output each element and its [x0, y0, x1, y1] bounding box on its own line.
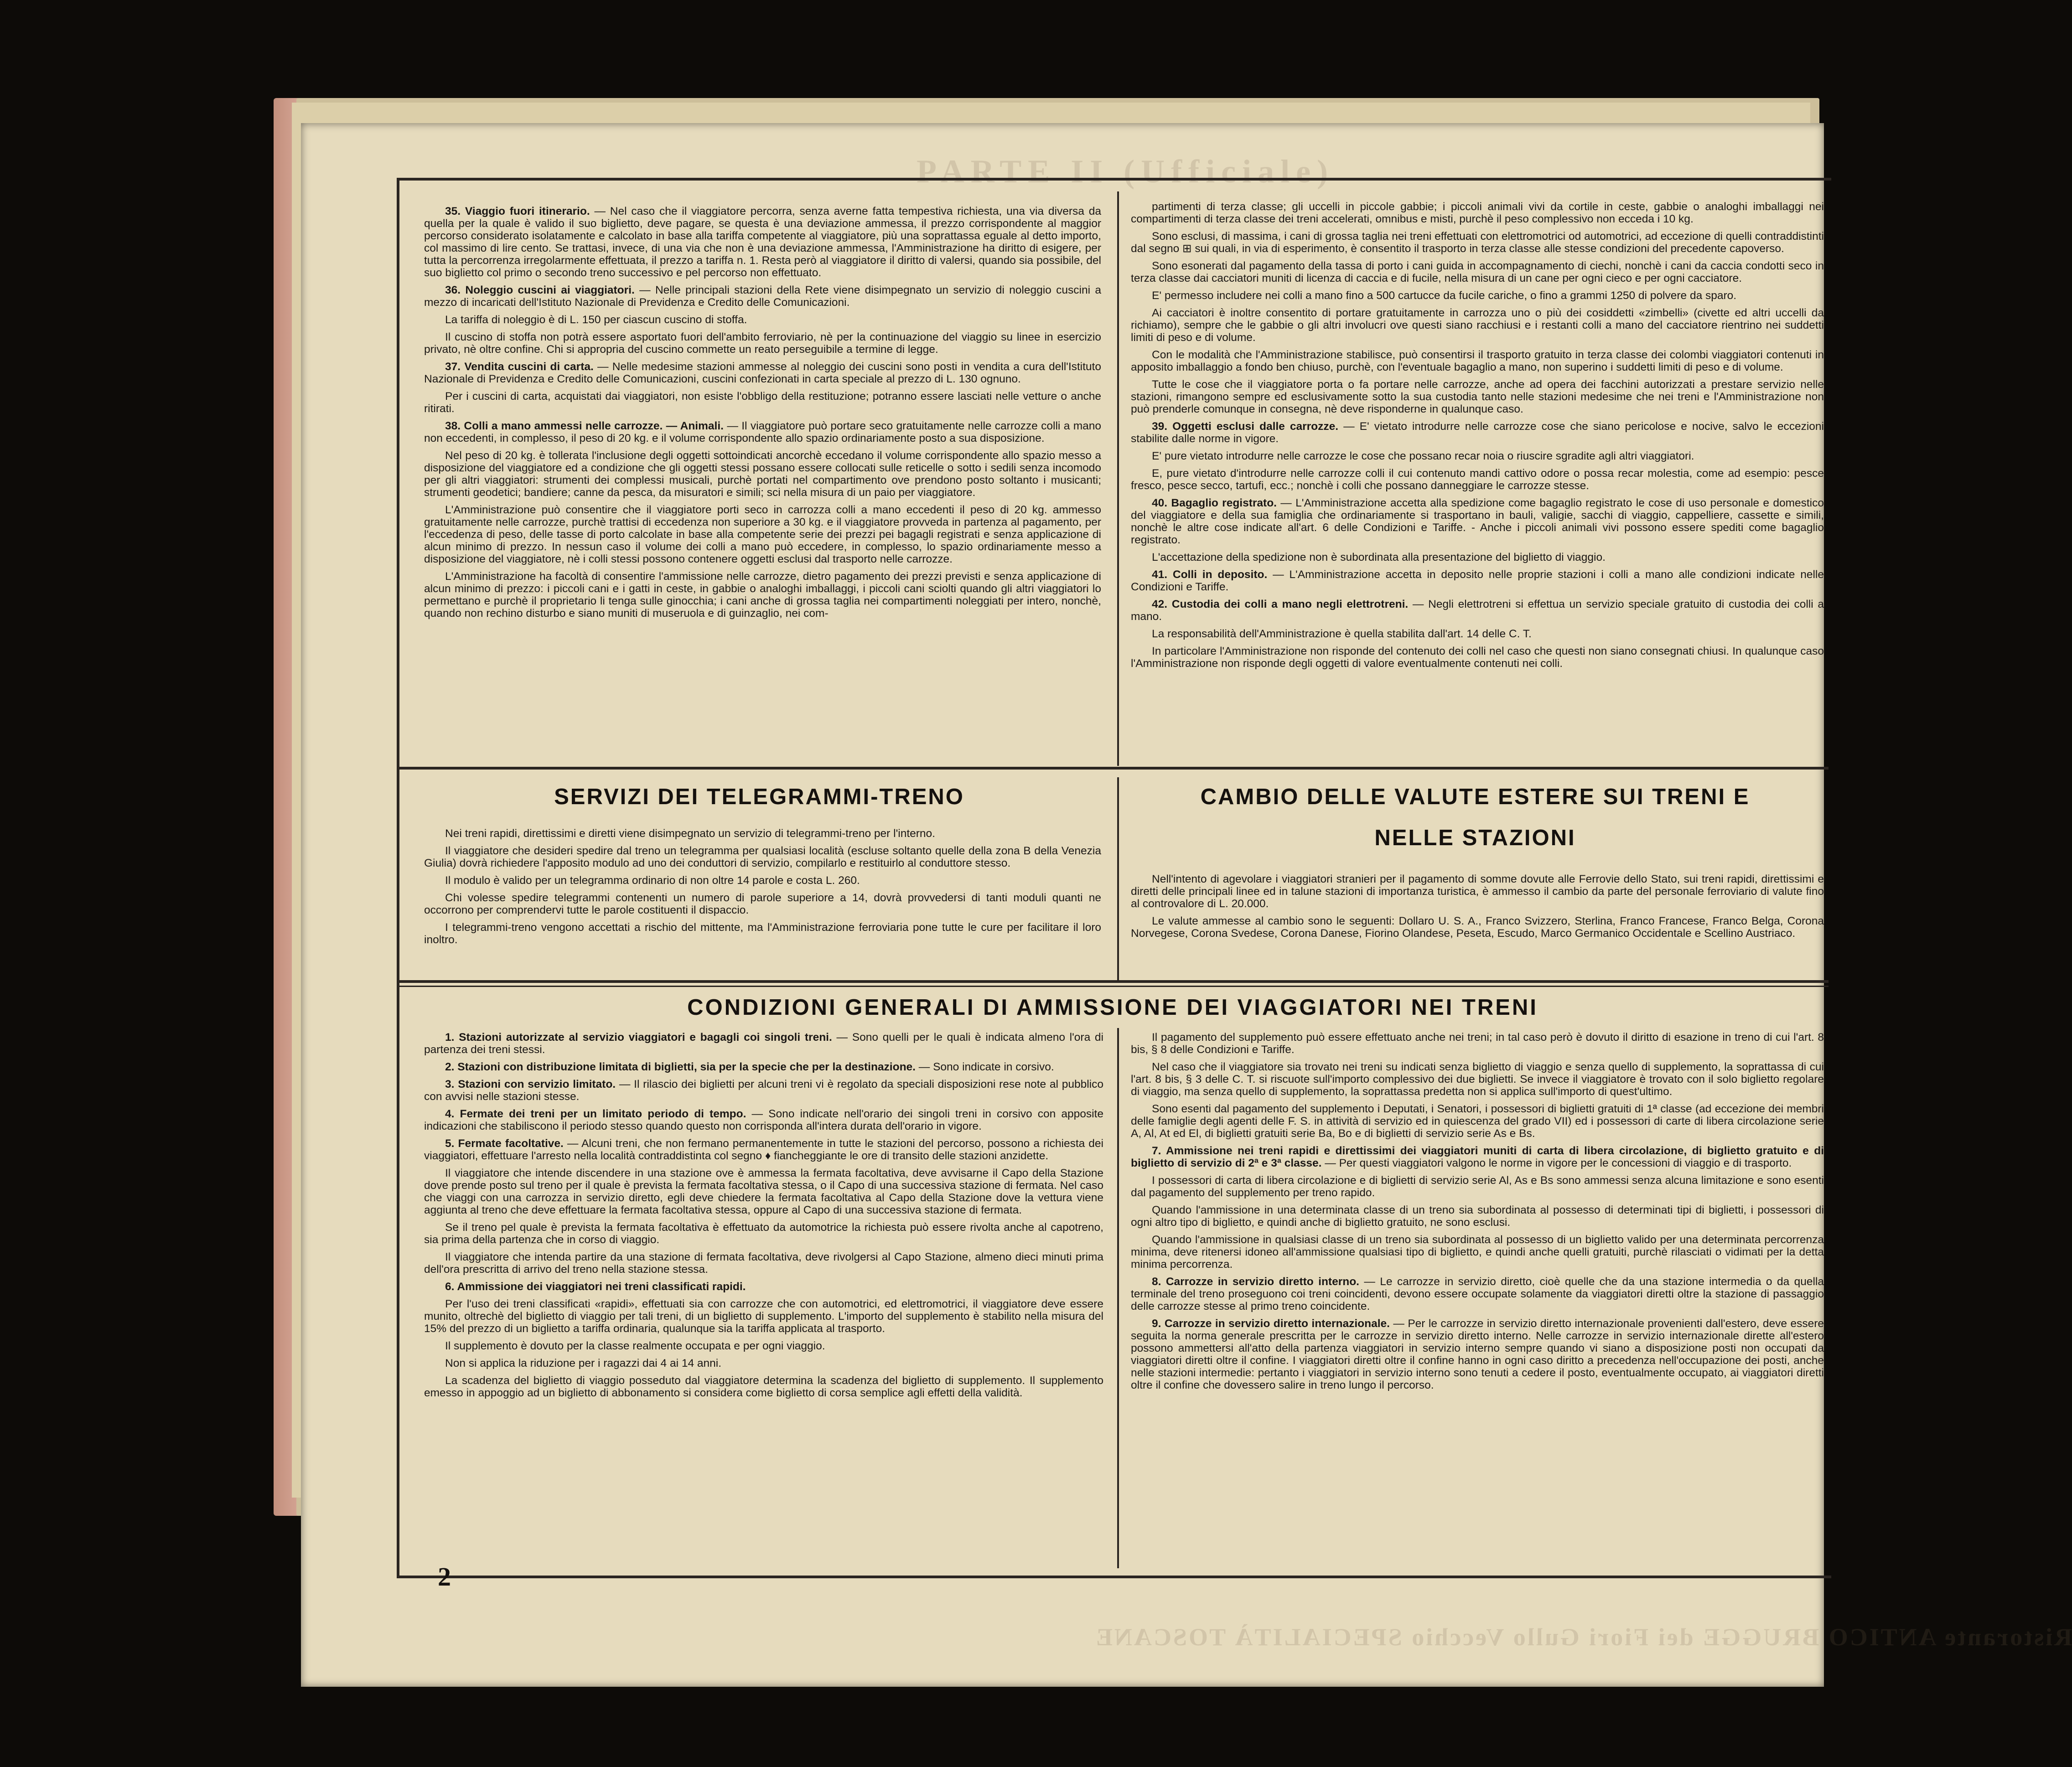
paragraph: [424, 284, 1101, 309]
paragraph-text: — Negli elettrotreni si effettua un servizio speciale gratuito di custodia dei colli a mano.: [1131, 598, 1824, 623]
top-left-column: [424, 205, 1101, 764]
paragraph: Nell'intento di agevolare i viaggiatori stranieri per il pagamento di somme dovute alle Ferrovie dello Stato, sui treni rapidi, direttissimi e diretti delle principali linee ed in talune stazioni di importanza turistica, è ammesso il cambio da parte del personale ferroviario di valute fino al controvalore di L. 20.000.: [1131, 873, 1824, 910]
paragraph: [424, 570, 1101, 620]
paragraph: Nei treni rapidi, direttissimi e diretti viene disimpegnato un servizio di telegrammi-treno per l'interno.: [445, 827, 935, 840]
paragraph-title: 6. Ammissione dei viaggiatori nei treni classificati rapidi.: [445, 1281, 746, 1293]
paragraph: Il modulo è valido per un telegramma ordinario di non oltre 14 parole e costa L. 260.: [445, 874, 860, 887]
paragraph: [424, 314, 1101, 326]
paragraph: [1131, 1204, 1824, 1229]
paragraph: [1131, 551, 1824, 563]
paragraph-text: Se il treno pel quale è prevista la fermata facoltativa è effettuato da automotrice la richiesta può essere rivolta anche al capotreno, sia prima della partenza che in corso di viaggio.: [424, 1221, 1103, 1246]
conditions-right-column: [1131, 1031, 1824, 1562]
telegrams-body: [424, 827, 1101, 973]
paragraph-text: L'Amministrazione può consentire che il viaggiatore porti seco in carrozza colli a mano eccedenti il peso di 20 kg. ammesso gratuitamente nelle carrozze, purchè trattisi di eccedenza non superiore a 30 kg. e il viaggiatore provveda in partenza al pagamento, per l'eccedenza di peso, delle tasse di porto calcolate in base alla competente serie dei prezzi pei bagagli registrati e senza applicazione di alcun minimo di prezzo. In nessun caso il volume dei colli a mano può eccedere, in complesso, lo spazio ordinariamente messo a disposizione del viaggiatore, nè i colli stessi possono contenere oggetti esclusi dal trasporto nelle carrozze.: [424, 504, 1101, 565]
paragraph-title: 2. Stazioni con distribuzione limitata di biglietti, sia per la specie che per la destinazione.: [445, 1061, 916, 1073]
paragraph-text: Per l'uso dei treni classificati «rapidi», effettuati sia con carrozze che con automotrici, ed elettromotrici, il viaggiatore deve essere munito, oltrechè del biglietto di viaggio per tali treni, di un biglietto di supplemento. L'importo del supplemento è stabilito nella misura del 15% del prezzo di un biglietto a tariffa ordinaria, qualunque sia la tariffa applicata al trasporto.: [424, 1298, 1103, 1335]
paragraph: [424, 1221, 1103, 1246]
paragraph-title: 9. Carrozze in servizio diretto internazionale.: [1152, 1318, 1390, 1330]
paragraph: [424, 1167, 1103, 1216]
middle-column-divider: [1117, 777, 1119, 980]
paragraph-text: Nel peso di 20 kg. è tollerata l'inclusione degli oggetti sottoindicati ancorchè eccedano il volume corrispondente allo spazio messo a disposizione del viaggiatore ed a condizione che gli oggetti stessi possano essere collocati sulle reticelle o sotto i sedili senza incomodo per gli altri viaggiatori: strumenti dei complessi musicali, purchè portati nel compartimento ove prendono posto soltanto i musicanti; strumenti geodetici; bandiere; canne da pesca, da misuratori e simili; sci nella misura di un paio per viaggiatore.: [424, 450, 1101, 499]
paragraph: [1131, 1174, 1824, 1199]
top-right-column: [1131, 201, 1824, 766]
paragraph-text: La scadenza del biglietto di viaggio posseduto dal viaggiatore determina la scadenza del biglietto di supplemento. Il supplemento emesso in appoggio ad un biglietto di abbonamento si considera come biglietto di corsa semplice agli effetti della validità.: [424, 1374, 1103, 1399]
paragraph-text: — Per le carrozze in servizio diretto internazionale provenienti dall'estero, deve essere seguita la norma generale prescritta per le carrozze in servizio diretto interno. Nelle carrozze in servizio internazionale dirette all'estero possono ammettersi all'atto della partenza viaggiatori in servizio interno sempre quando vi siano a disposizione posti non occupati da viaggiatori diretti oltre il confine. I viaggiatori diretti oltre il confine hanno in ogni caso diritto a precedenza nell'occupazione dei posti, anche nelle stazioni intermedie: pertanto i viaggiatori in servizio interno sono tenuti a cedere il posto, eventualmente occupato, ai viaggiatori diretti oltre il confine che dovessero salire in treno lungo il percorso.: [1131, 1318, 1824, 1391]
paragraph: Le valute ammesse al cambio sono le seguenti: Dollaro U. S. A., Franco Svizzero, Sterlina, Franco Francese, Franco Belga, Corona Norvegese, Corona Svedese, Corona Danese, Fiorino Olandese, Peseta, Escudo, Marco Germanico Occidentale e Scellino Austriaco.: [1131, 915, 1824, 940]
paragraph: [1131, 645, 1824, 670]
paragraph: [424, 1281, 1103, 1293]
paragraph-title: 1. Stazioni autorizzate al servizio viaggiatori e bagagli coi singoli treni.: [445, 1031, 832, 1044]
paragraph-text: Sono esenti dal pagamento del supplemento i Deputati, i Senatori, i possessori di biglietti gratuiti di 1ª classe (ad eccezione dei membri delle famiglie degli agenti delle F. S. in attività di servizio ed in quiescenza del grado VII) ed i possessori di carte di libera circolazione serie A, Al, At ed El, di biglietti gratuiti serie Ba, Bo e di biglietti di servizio serie As e Bs.: [1131, 1103, 1824, 1140]
paragraph: [1131, 307, 1824, 344]
section-rule-2b: [397, 986, 1829, 987]
paragraph: [1131, 628, 1824, 640]
paragraph-text: Ai cacciatori è inoltre consentito di portare gratuitamente in carrozza uno o più dei cosiddetti «zimbelli» (civette ed altri uccelli da richiamo), sempre che le gabbie o gli altri involucri ove questi siano racchiusi e i restanti colli a mano del cacciatore rientrino nei suddetti limiti di peso e di volume.: [1131, 307, 1824, 344]
paragraph-text: Sono esonerati dal pagamento della tassa di porto i cani guida in accompagnamento di ciechi, nonchè i cani da caccia condotti seco in terza classe dai cacciatori muniti di licenza di caccia e di fucile, nella misura di un cane per ogni cieco e per ogni cacciatore.: [1131, 260, 1824, 284]
paragraph-title: 41. Colli in deposito.: [1152, 568, 1268, 581]
paragraph-text: — Per questi viaggiatori valgono le norme in vigore per le concessioni di viaggio e di trasporto.: [1321, 1157, 1792, 1169]
paragraph-text: — Sono quelli per le quali è indicata almeno l'ora di partenza dei treni stessi.: [424, 1031, 1103, 1056]
paragraph-text: Tutte le cose che il viaggiatore porta o fa portare nelle carrozze, anche ad opera dei facchini autorizzati a prestare servizio nelle stazioni, rimangono sempre ed esclusivamente sotto la sua custodia tanto nelle stazioni medesime che nei treni e l'Amministrazione non può prenderle comunque in consegna, nè deve risponderne in qualunque caso.: [1131, 378, 1824, 415]
conditions-column-divider: [1117, 1028, 1119, 1568]
page-number: 2: [438, 1562, 451, 1591]
paragraph: [424, 450, 1101, 499]
paragraph-title: 36. Noleggio cuscini ai viaggiatori.: [445, 284, 635, 296]
paragraph-text: In particolare l'Amministrazione non risponde del contenuto dei colli nel caso che questi non siano consegnati chiusi. In qualunque caso l'Amministrazione non risponde degli oggetti di valore eventualmente contenuti nei colli.: [1131, 645, 1824, 670]
paragraph-text: Il viaggiatore che intenda partire da una stazione di fermata facoltativa, deve rivolgersi al Capo Stazione, almeno dieci minuti prima dell'ora prescritta di arrivo del treno nella stazione stessa.: [424, 1251, 1103, 1276]
paragraph-title: 40. Bagaglio registrato.: [1152, 497, 1277, 509]
paragraph: [1131, 497, 1824, 546]
paragraph: [1131, 1234, 1824, 1271]
paragraph-text: — E' vietato introdurre nelle carrozze cose che siano pericolose e nocive, salvo le eccezioni stabilite dalle norme in vigore.: [1131, 420, 1824, 445]
paragraph-text: — L'Amministrazione accetta in deposito nelle proprie stazioni i colli a mano alle condizioni indicate nelle Condizioni e Tariffe.: [1131, 568, 1824, 593]
paragraph: [1131, 1318, 1824, 1391]
paragraph: [424, 1031, 1103, 1056]
paragraph: [1131, 568, 1824, 593]
paragraph-text: Sono esclusi, di massima, i cani di grossa taglia nei treni effettuati con elettromotrici od automotrici, ad eccezione di quelli contraddistinti dal segno ⊞ sui quali, in via di esperimento, è consentito il trasporto in terza classe alle stesse condizioni del precedente capoverso.: [1131, 230, 1824, 255]
paragraph: [1131, 1103, 1824, 1140]
paragraph: [1131, 230, 1824, 255]
paragraph: [424, 1374, 1103, 1399]
paragraph: [1131, 260, 1824, 284]
paragraph-text: Quando l'ammissione in qualsiasi classe di un treno sia subordinata al possesso di un biglietto valido per una determinata percorrenza minima, deve ritenersi idoneo all'ammissione qualsiasi tipo di biglietto, e quindi anche quelli gratuiti, purchè rilasciati o vidimati per la detta minima percorrenza.: [1131, 1234, 1824, 1271]
conditions-heading: CONDIZIONI GENERALI DI AMMISSIONE DEI VIAGGIATORI NEI TRENI: [687, 995, 1538, 1020]
paragraph: [424, 1078, 1103, 1103]
paragraph: [1131, 349, 1824, 373]
currency-heading-line1: CAMBIO DELLE VALUTE ESTERE SUI TRENI E: [1200, 785, 1750, 809]
paragraph-title: 38. Colli a mano ammessi nelle carrozze. — Animali.: [445, 420, 724, 432]
conditions-left-column: [424, 1031, 1103, 1562]
paragraph: [1131, 598, 1824, 623]
paragraph-text: — L'Amministrazione accetta alla spedizione come bagaglio registrato le cose di uso personale e domestico del viaggiatore e della sua famiglia che ordinariamente si trasportano in bauli, valigie, sacchi di viaggio, cappelliere, cassette e simili, nonchè le altre cose indicate all'art. 6 delle Condizioni e Tariffe. - Anche i piccoli animali vivi possono essere spediti come bagaglio registrato.: [1131, 497, 1824, 546]
section-rule-2: [397, 980, 1829, 983]
ghost-header: PARTE II (Ufficiale): [917, 153, 1335, 190]
paragraph: [424, 361, 1101, 385]
paragraph-text: — Nel caso che il viaggiatore percorra, senza averne fatta tempestiva richiesta, una via diversa da quella per la quale è valido il suo biglietto, deve pagare, se questa è una deviazione ammessa, il prezzo corrispondente al maggior percorso considerato isolatamente e calcolato in base alla tariffa competente al viaggiatore, più una soprattassa eguale al detto importo, col massimo di lire cento. Se trattasi, invece, di una via che non è una deviazione ammessa, l'Amministrazione ha diritto di esigere, per tutta la percorrenza irregolarmente effettuata, il prezzo a tariffa n. 1. Resta però al viaggiatore il diritto di valersi, quando sia possibile, del suo biglietto col primo o secondo treno successivo e pel percorso non effettuato.: [424, 205, 1101, 279]
telegrams-heading: SERVIZI DEI TELEGRAMMI-TRENO: [554, 785, 964, 809]
paragraph-text: Il pagamento del supplemento può essere effettuato anche nei treni; in tal caso però è dovuto il diritto di esazione in treno di cui l'art. 8 bis, § 8 delle Condizioni e Tariffe.: [1131, 1031, 1824, 1056]
paragraph-text: — Nelle principali stazioni della Rete viene disimpegnato un servizio di noleggio cuscini a mezzo di incaricati dell'Istituto Nazionale di Previdenza e Credito delle Comunicazioni.: [424, 284, 1101, 309]
paragraph: [424, 420, 1101, 444]
paragraph-text: Il cuscino di stoffa non potrà essere asportato fuori dell'ambito ferroviario, nè per la continuazione del viaggio su linee in esercizio privato, nè oltre confine. Chi si appropria del cuscino commette un reato perseguibile a termine di legge.: [424, 331, 1101, 356]
paragraph-text: La tariffa di noleggio è di L. 150 per ciascun cuscino di stoffa.: [445, 314, 747, 326]
paragraph: [1131, 1031, 1824, 1056]
paragraph-title: 8. Carrozze in servizio diretto interno.: [1152, 1276, 1359, 1288]
paragraph: [424, 1251, 1103, 1276]
currency-heading-line2: NELLE STAZIONI: [1374, 826, 1576, 850]
paragraph: Chi volesse spedire telegrammi contenenti un numero di parole superiore a 14, dovrà provvedersi di tanti moduli quanti ne occorrono per comprendervi tutte le parole costituenti il dispaccio.: [424, 892, 1101, 916]
paragraph-text: Il viaggiatore che intende discendere in una stazione ove è ammessa la fermata facoltativa, deve avvisarne il Capo della Stazione dove prende posto sul treno per il quale è prevista la fermata facoltativa stessa, o il Capo di una successiva stazione di fermata. Nel caso che viaggi con una carrozza in servizio diretto, egli deve chiedere la fermata facoltativa al Capo della Stazione dove la vettura viene aggiunta al treno che deve effettuare la fermata facoltativa stessa, oppure al Capo di una successiva stazione di fermata.: [424, 1167, 1103, 1216]
paragraph-text: — Il viaggiatore può portare seco gratuitamente nelle carrozze colli a mano non eccedenti, in complesso, il peso di 20 kg. e il volume corrispondente allo spazio ordinariamente posto a sua disposizione.: [424, 420, 1101, 444]
paragraph-text: Il supplemento è dovuto per la classe realmente occupata e per ogni viaggio.: [445, 1340, 825, 1352]
paragraph-text: La responsabilità dell'Amministrazione è quella stabilita dall'art. 14 delle C. T.: [1152, 628, 1532, 640]
paragraph-text: E' permesso includere nei colli a mano fino a 500 cartucce da fucile cariche, o fino a grammi 1250 di polvere da sparo.: [1152, 289, 1737, 302]
paragraph: [1131, 467, 1824, 492]
top-column-divider: [1117, 191, 1119, 766]
paragraph: [1131, 201, 1824, 225]
paragraph: [424, 1061, 1103, 1073]
ghost-footer: Ristorante ANTICO BRUGGE dei Fiori Gullo Vecchio SPECIALITÀ TOSCANE: [1094, 1623, 2072, 1651]
paragraph-title: 42. Custodia dei colli a mano negli elettrotreni.: [1152, 598, 1409, 610]
paragraph: [424, 331, 1101, 356]
paragraph-text: Per i cuscini di carta, acquistati dai viaggiatori, non esiste l'obbligo della restituzione; potranno essere lasciati nelle vetture o anche ritirati.: [424, 390, 1101, 415]
paragraph: [424, 504, 1101, 565]
paragraph-text: L'Amministrazione ha facoltà di consentire l'ammissione nelle carrozze, dietro pagamento dei prezzi previsti e senza applicazione di alcun minimo di prezzo: i piccoli cani e i gatti in ceste, in gabbie o analoghi imballaggi, i piccoli cani sciolti quando gli altri viaggiatori lo permettano e purchè il proprietario li tenga sulle ginocchia; i cani anche di grossa taglia nei compartimenti noleggiati per intero, nonchè, quando non rechino disturbo e siano muniti di museruola e di guinzaglio, nei com-: [424, 570, 1101, 620]
paragraph-text: — Sono indicate in corsivo.: [915, 1061, 1054, 1073]
paragraph: I telegrammi-treno vengono accettati a rischio del mittente, ma l'Amministrazione ferroviaria pone tutte le cure per facilitare il loro inoltro.: [424, 921, 1101, 946]
paragraph-title: 4. Fermate dei treni per un limitato periodo di tempo.: [445, 1108, 746, 1120]
paragraph: [1131, 420, 1824, 445]
paragraph: [1131, 378, 1824, 415]
paragraph-text: E' pure vietato introdurre nelle carrozze le cose che possano recar noia o riuscire sgradite agli altri viaggiatori.: [1152, 450, 1694, 462]
section-rule-1: [397, 767, 1829, 770]
paragraph-text: L'accettazione della spedizione non è subordinata alla presentazione del biglietto di viaggio.: [1152, 551, 1606, 563]
paragraph-title: 5. Fermate facoltative.: [445, 1137, 564, 1150]
paragraph: [1131, 1145, 1824, 1169]
paragraph-text: Non si applica la riduzione per i ragazzi dai 4 ai 14 anni.: [445, 1357, 722, 1369]
paragraph: [424, 1137, 1103, 1162]
paragraph: [424, 1357, 1103, 1369]
paragraph-text: — Il rilascio dei biglietti per alcuni treni vi è regolato da speciali disposizioni rese note al pubblico con avvisi nelle stazioni stesse.: [424, 1078, 1103, 1103]
paragraph-text: partimenti di terza classe; gli uccelli in piccole gabbie; i piccoli animali vivi da cortile in ceste, gabbie o analoghi imballaggi nei compartimenti di terza classe dei treni accelerati, omnibus e misti, purchè il peso complessivo non ecceda i 10 kg.: [1131, 201, 1824, 225]
paragraph-title: 35. Viaggio fuori itinerario.: [445, 205, 590, 217]
paragraph: [424, 390, 1101, 415]
paragraph: [424, 205, 1101, 279]
paragraph: [1131, 450, 1824, 462]
paragraph: [424, 1298, 1103, 1335]
paragraph-text: E, pure vietato d'introdurre nelle carrozze colli il cui contenuto mandi cattivo odore o possa recar molestia, come ad esempio: pesce fresco, pesce secco, tartufi, ecc.; nonchè i colli che possano danneggiare le carrozze stesse.: [1131, 467, 1824, 492]
paragraph: [1131, 289, 1824, 302]
paragraph-text: — Nelle medesime stazioni ammesse al noleggio dei cuscini sono posti in vendita a cura dell'Istituto Nazionale di Previdenza e Credito delle Comunicazioni, cuscini confezionati in carta speciale al prezzo di L. 130 ognuno.: [424, 361, 1101, 385]
paragraph-title: 37. Vendita cuscini di carta.: [445, 361, 594, 373]
paragraph: [1131, 1276, 1824, 1312]
paragraph-text: — Alcuni treni, che non fermano permanentemente in tutte le stazioni del percorso, possono a richiesta dei viaggiatori, effettuare l'arresto nella località contraddistinta col segno ♦ fiancheggiante le ore di transito delle stazioni anzidette.: [424, 1137, 1103, 1162]
paragraph: [424, 1108, 1103, 1132]
paragraph-text: — Le carrozze in servizio diretto, cioè quelle che da una stazione intermedia o da quella terminale del treno proseguono coi treni coincidenti, devono essere occupate solamente da viaggiatori diretti oltre la stazione di passaggio delle carrozze stesse al primo treno coincidente.: [1131, 1276, 1824, 1312]
paragraph-title: 7. Ammissione nei treni rapidi e direttissimi dei viaggiatori muniti di carta di libera circolazione, di biglietto gratuito e di biglietto di servizio di 2ª e 3ª classe.: [1131, 1145, 1824, 1169]
paragraph-text: Con le modalità che l'Amministrazione stabilisce, può consentirsi il trasporto gratuito in terza classe dei colombi viaggiatori contenuti in apposito imballaggio a fondo ben chiuso, purchè, con l'eventuale bagaglio a mano, non superino i suddetti limiti di peso e di volume.: [1131, 349, 1824, 373]
paragraph-text: — Sono indicate nell'orario dei singoli treni in corsivo con apposite indicazioni che stabiliscono il periodo stesso quando questo non corrisponda all'intera durata dell'orario in vigore.: [424, 1108, 1103, 1132]
paragraph: Il viaggiatore che desideri spedire dal treno un telegramma per qualsiasi località (escluse soltanto quelle della zona B della Venezia Giulia) dovrà richiedere l'apposito modulo ad uno dei conduttori di servizio, compilarlo e restituirlo al conduttore stesso.: [424, 845, 1101, 869]
paragraph-text: Quando l'ammissione in una determinata classe di un treno sia subordinata al possesso di determinati tipi di biglietti, i possessori di ogni altro tipo di biglietto, e quindi anche di biglietto gratuito, ne sono esclusi.: [1131, 1204, 1824, 1229]
paragraph-text: I possessori di carta di libera circolazione e di biglietti di servizio serie Al, As e Bs sono ammessi senza alcuna limitazione e sono esenti dal pagamento del supplemento per treno rapido.: [1131, 1174, 1824, 1199]
paragraph: [1131, 1061, 1824, 1098]
paragraph-title: 39. Oggetti esclusi dalle carrozze.: [1152, 420, 1339, 433]
paragraph-title: 3. Stazioni con servizio limitato.: [445, 1078, 616, 1090]
currency-body: [1131, 873, 1824, 978]
paragraph-text: Nel caso che il viaggiatore sia trovato nei treni su indicati senza biglietto di viaggio e senza quello di supplemento, la soprattassa di cui l'art. 8 bis, § 3 delle C. T. si riscuote sull'importo complessivo dei due biglietti. Se invece il viaggiatore è trovato con il solo biglietto regolare di viaggio, ma senza quello di supplemento, la soprattassa predetta non si applica sull'importo di quest'ultimo.: [1131, 1061, 1824, 1098]
paragraph: [424, 1340, 1103, 1352]
